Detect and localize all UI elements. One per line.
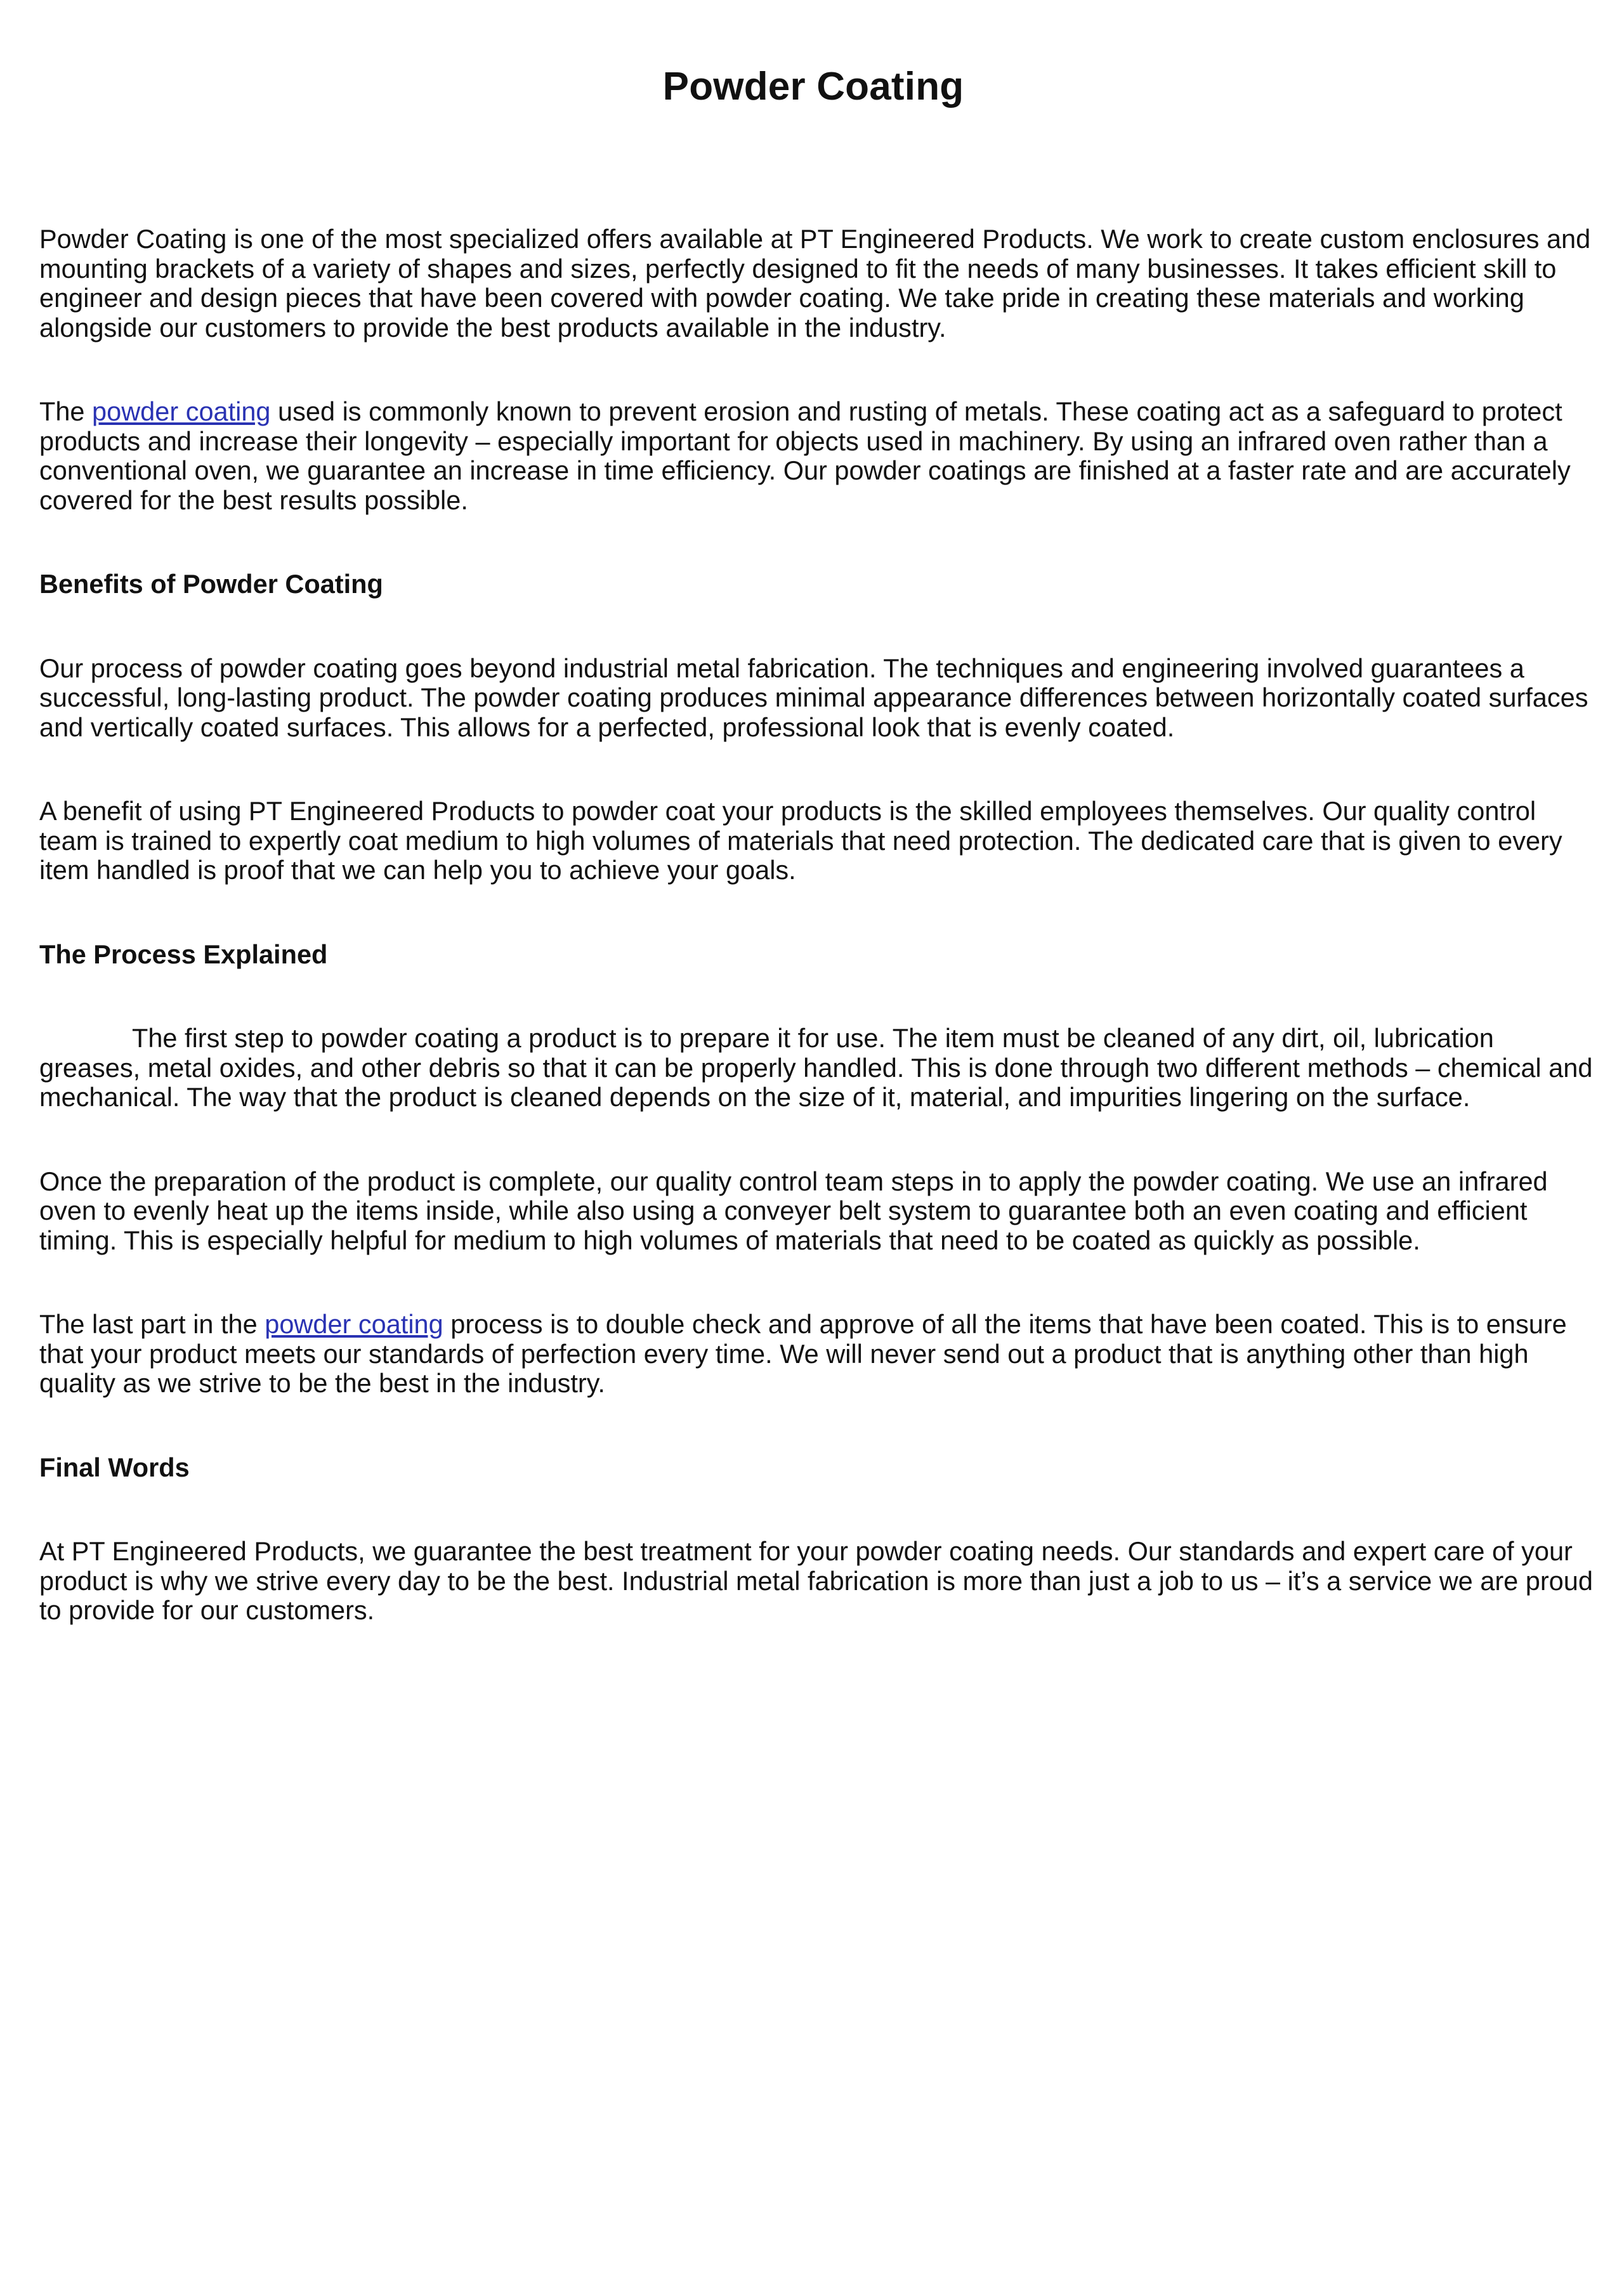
coating-description-paragraph: [39, 397, 1594, 515]
powder-coating-link[interactable]: powder coating: [265, 1309, 443, 1340]
powder-coating-link[interactable]: powder coating: [92, 396, 271, 427]
benefits-paragraph-2: A benefit of using PT Engineered Products to powder coat your products is the skilled employees themselves. Our quality control team is trained to expertly coat medium to high volumes of materials that need protection. The dedicated care that is given to every item handled is proof that we can help you to achieve your goals.: [39, 796, 1562, 885]
benefits-heading: Benefits of Powder Coating: [39, 569, 383, 599]
process-heading: The Process Explained: [39, 939, 328, 969]
paragraph-text: The last part in the: [39, 1309, 265, 1340]
process-paragraph-1: [39, 1024, 1594, 1112]
final-words-paragraph: At PT Engineered Products, we guarantee the best treatment for your powder coating needs. Our standards and expert care of your product is why we strive every day to be the best. Industrial metal fabrication is more than just a job to us – it’s a service we are proud to provide for our customers.: [39, 1536, 1593, 1626]
benefits-paragraph-1: Our process of powder coating goes beyond industrial metal fabrication. The techniques and engineering involved guarantees a successful, long-lasting product. The powder coating produces minimal appearance differences between horizontally coated surfaces and vertically coated surfaces. This allows for a perfected, professional look that is evenly coated.: [39, 653, 1588, 742]
paragraph-text: The first step to powder coating a product is to prepare it for use. The item must be cleaned of any dirt, oil, lubrication greases, metal oxides, and other debris so that it can be properly handled. This is done through two different methods – chemical and mechanical. The way that the product is cleaned depends on the size of it, material, and impurities lingering on the surface.: [39, 1023, 1593, 1112]
process-paragraph-3: [39, 1310, 1594, 1399]
process-paragraph-2: Once the preparation of the product is complete, our quality control team steps in to apply the powder coating. We use an infrared oven to evenly heat up the items inside, while also using a conveyer belt system to guarantee both an even coating and efficient timing. This is especially helpful for medium to high volumes of materials that need to be coated as quickly as possible.: [39, 1166, 1548, 1255]
page-title: Powder Coating: [662, 65, 964, 108]
intro-paragraph: Powder Coating is one of the most specialized offers available at PT Engineered Products. We work to create custom enclosures and mounting brackets of a variety of shapes and sizes, perfectly designed to fit the needs of many businesses. It takes efficient skill to engineer and design pieces that have been covered with powder coating. We take pride in creating these materials and working alongside our customers to provide the best products available in the industry.: [39, 224, 1591, 342]
final-words-heading: Final Words: [39, 1452, 190, 1482]
paragraph-text: The: [39, 396, 93, 427]
paragraph-text: used is commonly known to prevent erosion and rusting of metals. These coating act as a safeguard to protect products and increase their longevity – especially important for objects used in machinery. By using an infrared oven rather than a conventional oven, we guarantee an increase in time efficiency. Our powder coatings are finished at a faster rate and are accurately covered for the best results possible.: [39, 396, 1571, 515]
paragraph-text: process is to double check and approve of all the items that have been coated. This is to ensure that your product meets our standards of perfection every time. We will never send out a product that is anything other than high quality as we strive to be the best in the industry.: [39, 1309, 1567, 1399]
